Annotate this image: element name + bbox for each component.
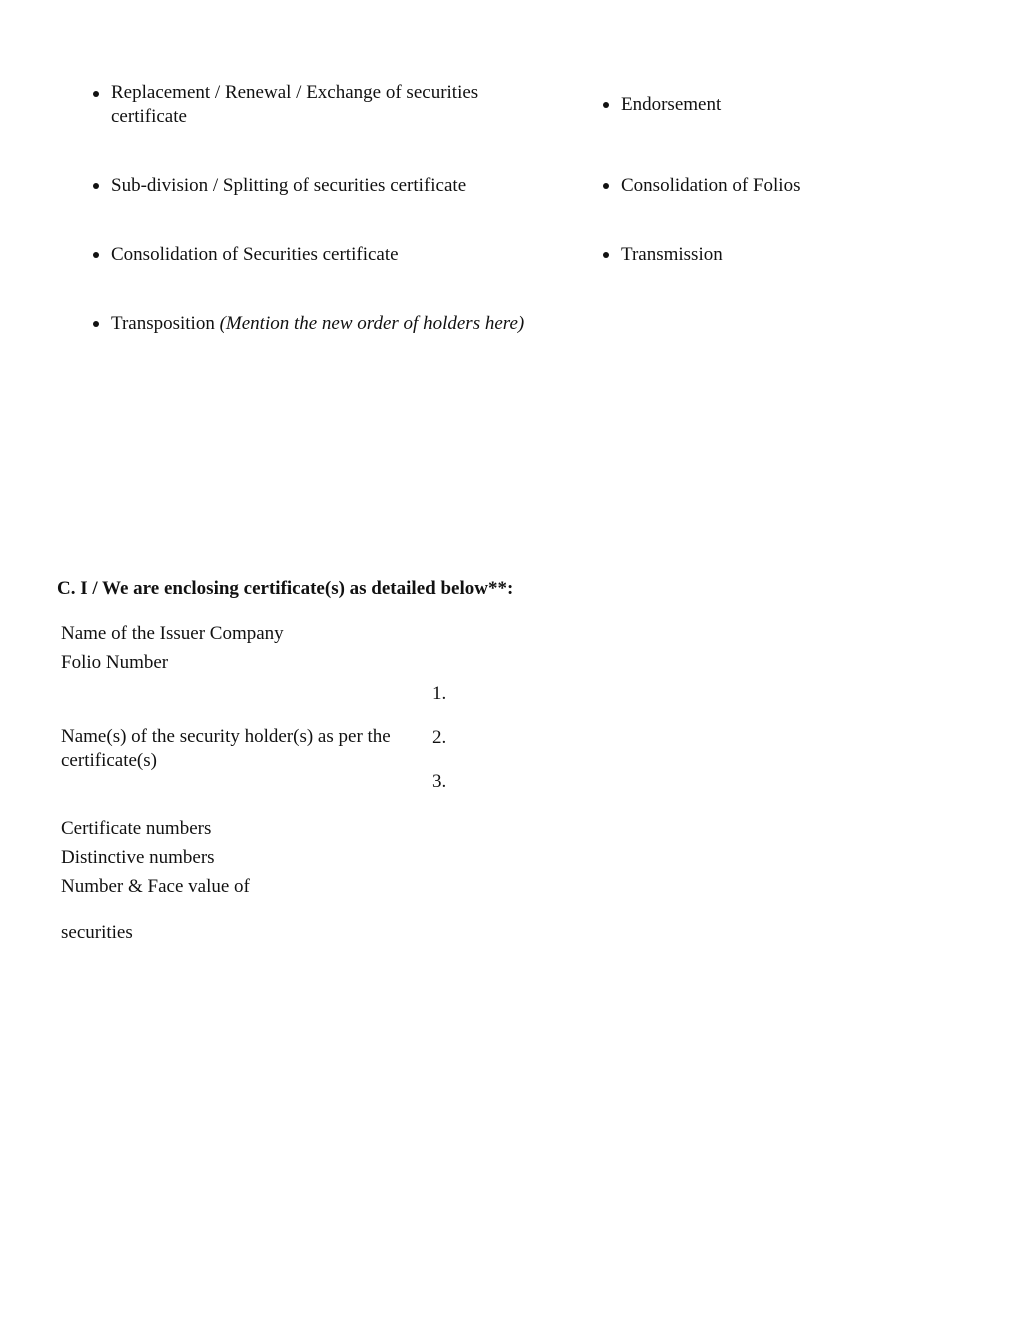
holder-slot-2: 2. (432, 727, 447, 748)
service-option-label: Consolidation of Folios (621, 175, 801, 196)
service-option-label: Replacement / Renewal / Exchange of securities certificate (111, 82, 479, 127)
bullet-icon (93, 91, 99, 97)
holder-slot-3: 3. (432, 771, 447, 792)
distinctive-numbers-label: Distinctive numbers (61, 847, 215, 868)
folio-number-label: Folio Number (61, 652, 169, 673)
bullet-icon (93, 252, 99, 258)
transposition-label: Transposition (111, 313, 215, 334)
service-option-label: Sub-division / Splitting of securities certificate (111, 175, 467, 196)
number-face-value-label: Number & Face value of (61, 876, 250, 897)
bullet-icon (603, 183, 609, 189)
number-face-value-label-cont: securities (61, 922, 133, 943)
bullet-icon (603, 102, 609, 108)
service-option-label: Consolidation of Securities certificate (111, 244, 399, 265)
certificate-numbers-label: Certificate numbers (61, 818, 212, 839)
service-option-label: Transmission (621, 244, 723, 265)
transposition-note: (Mention the new order of holders here) (219, 313, 525, 334)
bullet-icon (93, 321, 99, 327)
section-c-heading: C. I / We are enclosing certificate(s) as detailed below**: (57, 578, 514, 599)
holder-slot-1: 1. (432, 683, 447, 704)
holder-names-label: Name(s) of the security holder(s) as per the certificate(s) (61, 726, 391, 771)
bullet-icon (603, 252, 609, 258)
bullet-icon (93, 183, 99, 189)
issuer-company-label: Name of the Issuer Company (61, 623, 284, 644)
service-option-label: Endorsement (621, 94, 722, 115)
service-option-label (111, 312, 591, 336)
